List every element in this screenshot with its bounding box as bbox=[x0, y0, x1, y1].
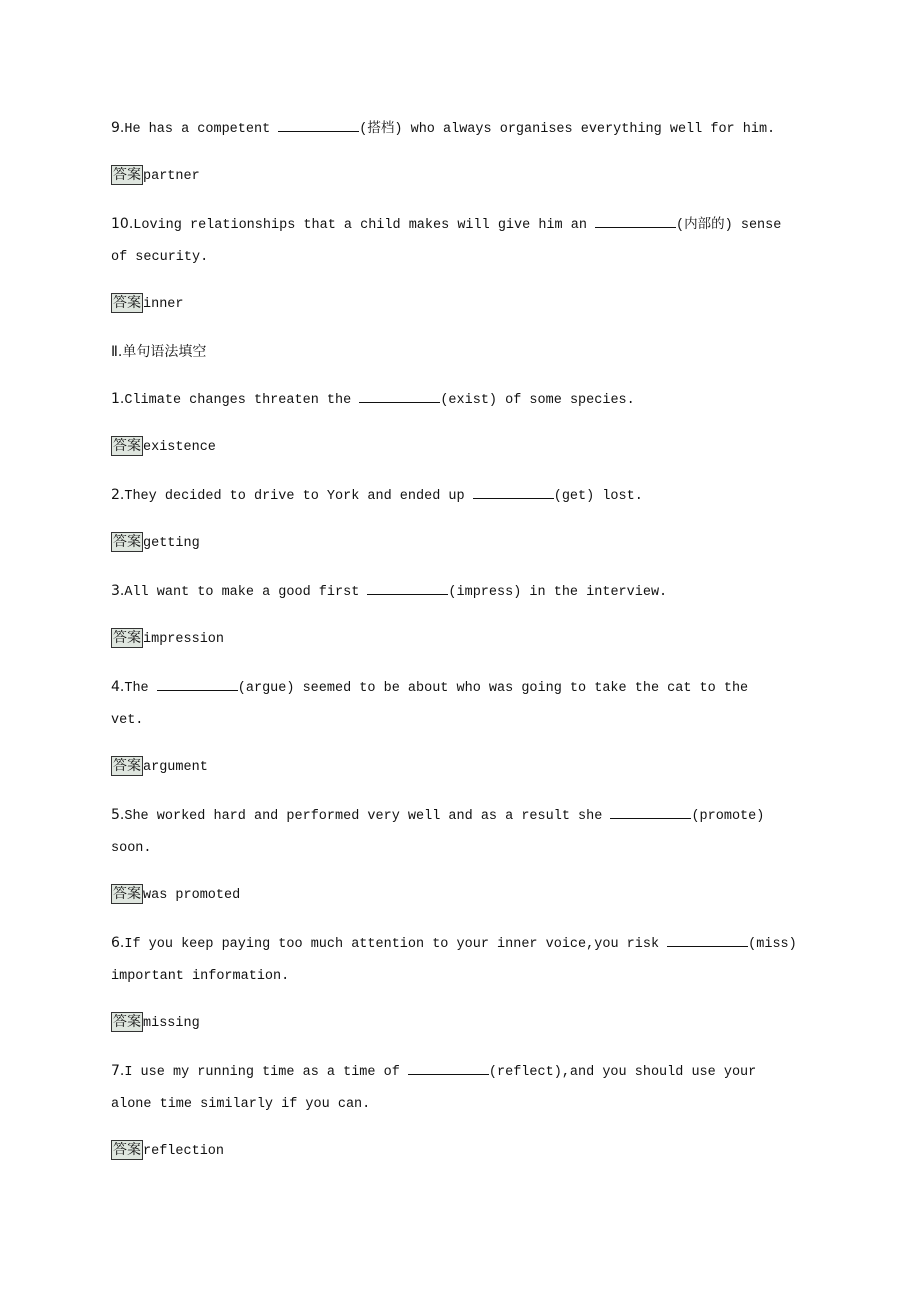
answer-line bbox=[111, 1136, 811, 1168]
answer-text: argument bbox=[143, 760, 208, 775]
question-text: If you keep paying too much attention to your inner voice,you risk bbox=[124, 937, 668, 952]
word-hint: (argue) bbox=[237, 681, 295, 696]
answer-badge: 答案 bbox=[113, 534, 141, 550]
question bbox=[111, 208, 811, 274]
question bbox=[111, 1055, 811, 1121]
answer-blank bbox=[595, 215, 676, 228]
answer-text: inner bbox=[143, 297, 184, 312]
answer-blank bbox=[667, 934, 748, 947]
answer-line bbox=[111, 432, 811, 464]
question-text-continued: important information. bbox=[111, 969, 290, 984]
word-hint: (promote) bbox=[691, 809, 765, 824]
question-text-after: who always organises everything well for him. bbox=[402, 122, 776, 137]
question-text-after: of some species. bbox=[497, 393, 635, 408]
question-text: They decided to drive to York and ended up bbox=[124, 489, 473, 504]
section-title: Ⅱ.单句语法填空 bbox=[111, 344, 207, 360]
answer-text: partner bbox=[143, 169, 200, 184]
answer-line bbox=[111, 161, 811, 193]
answer-blank bbox=[610, 806, 691, 819]
question-text-continued: of security. bbox=[111, 250, 209, 265]
answer-line bbox=[111, 880, 811, 912]
question-number: 9. bbox=[111, 120, 125, 136]
answer-badge: 答案 bbox=[113, 1142, 141, 1158]
answer-text: reflection bbox=[143, 1144, 225, 1159]
answer-blank bbox=[157, 678, 238, 691]
answer-blank bbox=[408, 1062, 489, 1075]
question-text: The bbox=[124, 681, 157, 696]
answer-badge: 答案 bbox=[113, 295, 141, 311]
word-hint: (exist) bbox=[440, 393, 498, 408]
word-hint: (搭档) bbox=[359, 122, 403, 137]
question-text: Climate changes threaten the bbox=[124, 393, 360, 408]
answer-text: was promoted bbox=[143, 888, 241, 903]
answer-line bbox=[111, 752, 811, 784]
question-text-continued: alone time similarly if you can. bbox=[111, 1097, 371, 1112]
answer-blank bbox=[367, 582, 448, 595]
question-text: I use my running time as a time of bbox=[124, 1065, 408, 1080]
answer-badge: 答案 bbox=[113, 758, 141, 774]
answer-line bbox=[111, 289, 811, 321]
question-text-after: in the interview. bbox=[521, 585, 668, 600]
answer-badge: 答案 bbox=[113, 167, 141, 183]
question-number: 6. bbox=[111, 935, 125, 951]
answer-badge: 答案 bbox=[113, 1014, 141, 1030]
answer-text: existence bbox=[143, 440, 216, 455]
answer-badge: 答案 bbox=[113, 438, 141, 454]
question bbox=[111, 479, 811, 513]
question-text-after: sense bbox=[732, 218, 782, 233]
answer-text: impression bbox=[143, 632, 225, 647]
answer-badge: 答案 bbox=[113, 630, 141, 646]
question-text: All want to make a good first bbox=[124, 585, 368, 600]
answer-line bbox=[111, 624, 811, 656]
question-text-after: seemed to be about who was going to take the cat to the bbox=[294, 681, 749, 696]
answer-line bbox=[111, 1008, 811, 1040]
question-text: She worked hard and performed very well and as a result she bbox=[124, 809, 611, 824]
question-text: He has a competent bbox=[124, 122, 279, 137]
question bbox=[111, 383, 811, 417]
question bbox=[111, 799, 811, 865]
question bbox=[111, 671, 811, 737]
question-number: 3. bbox=[111, 583, 125, 599]
word-hint: (内部的) bbox=[676, 218, 733, 233]
question-number: 2. bbox=[111, 487, 125, 503]
word-hint: (get) bbox=[553, 489, 595, 504]
answer-blank bbox=[359, 390, 440, 403]
question-number: 5. bbox=[111, 807, 125, 823]
answer-line bbox=[111, 528, 811, 560]
word-hint: (impress) bbox=[448, 585, 522, 600]
question-number: 7. bbox=[111, 1063, 125, 1079]
exercise-content bbox=[111, 112, 811, 1183]
word-hint: (miss) bbox=[748, 937, 797, 952]
question bbox=[111, 575, 811, 609]
question bbox=[111, 927, 811, 993]
question-text-after: ,and you should use your bbox=[561, 1065, 757, 1080]
question-text-after: lost. bbox=[594, 489, 643, 504]
question-number: 1. bbox=[111, 391, 125, 407]
question-text-continued: vet. bbox=[111, 713, 144, 728]
answer-blank bbox=[278, 119, 359, 132]
answer-badge: 答案 bbox=[113, 886, 141, 902]
answer-text: getting bbox=[143, 536, 200, 551]
answer-text: missing bbox=[143, 1016, 200, 1031]
question-text-continued: soon. bbox=[111, 841, 152, 856]
question-number: 10. bbox=[111, 216, 134, 232]
answer-blank bbox=[473, 486, 554, 499]
word-hint: (reflect) bbox=[488, 1065, 562, 1080]
question-text: Loving relationships that a child makes will give him an bbox=[133, 218, 596, 233]
question-number: 4. bbox=[111, 679, 125, 695]
question bbox=[111, 112, 811, 146]
